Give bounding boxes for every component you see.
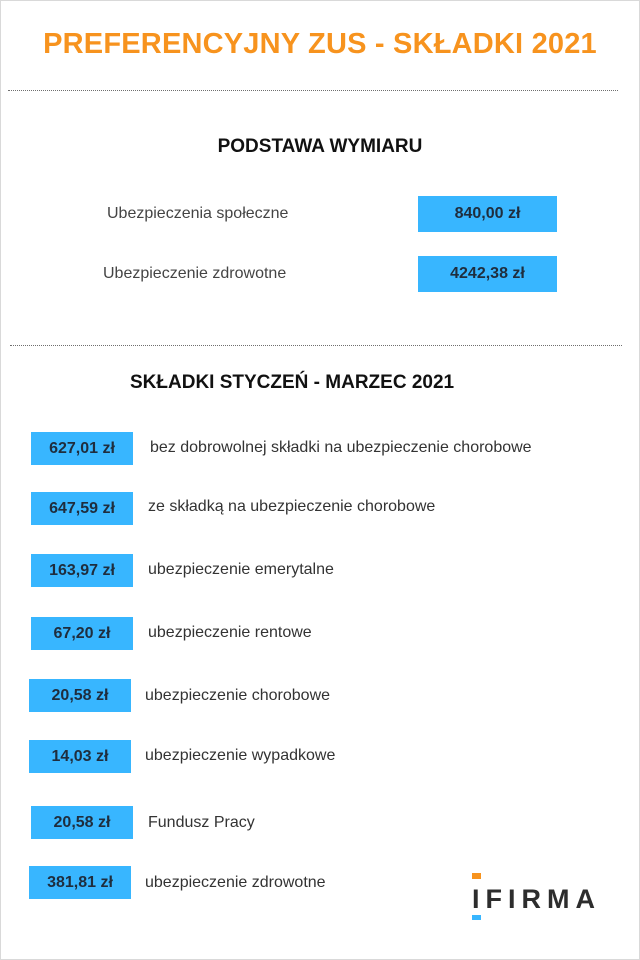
fee-value-disability: 67,20 zł: [31, 617, 133, 650]
fee-label-sickness: ubezpieczenie chorobowe: [145, 687, 331, 704]
fee-label-disability: ubezpieczenie rentowe: [148, 624, 312, 641]
fees-section-heading: SKŁADKI STYCZEŃ - MARZEC 2021: [130, 372, 455, 393]
fee-label-total-with-sickness: ze składką na ubezpieczenie chorobowe: [148, 498, 436, 515]
fee-value-health: 381,81 zł: [29, 866, 131, 899]
fee-label-pension: ubezpieczenie emerytalne: [148, 561, 334, 578]
logo-accent-orange: [472, 873, 481, 879]
logo-wordmark: IFIRMA: [472, 884, 601, 914]
fee-label-health: ubezpieczenie zdrowotne: [145, 874, 326, 891]
fee-value-total-with-sickness: 647,59 zł: [31, 492, 133, 525]
base-value-health: 4242,38 zł: [418, 256, 557, 292]
divider-top: [8, 90, 618, 91]
fee-label-total-without-sickness: bez dobrowolnej składki na ubezpieczenie chorobowe: [150, 439, 532, 456]
divider-middle: [10, 345, 622, 346]
fee-value-labour-fund: 20,58 zł: [31, 806, 133, 839]
fee-value-pension: 163,97 zł: [31, 554, 133, 587]
fee-label-labour-fund: Fundusz Pracy: [148, 814, 255, 831]
fee-value-accident: 14,03 zł: [29, 740, 131, 773]
base-label-social: Ubezpieczenia społeczne: [107, 205, 289, 222]
fee-value-sickness: 20,58 zł: [29, 679, 131, 712]
fee-label-accident: ubezpieczenie wypadkowe: [145, 747, 336, 764]
base-label-health: Ubezpieczenie zdrowotne: [103, 265, 287, 282]
logo-accent-blue: [472, 915, 481, 920]
fee-value-total-without-sickness: 627,01 zł: [31, 432, 133, 465]
base-value-social: 840,00 zł: [418, 196, 557, 232]
base-section-heading: PODSTAWA WYMIARU: [217, 136, 423, 157]
page-title: PREFERENCYJNY ZUS - SKŁADKI 2021: [43, 28, 597, 60]
